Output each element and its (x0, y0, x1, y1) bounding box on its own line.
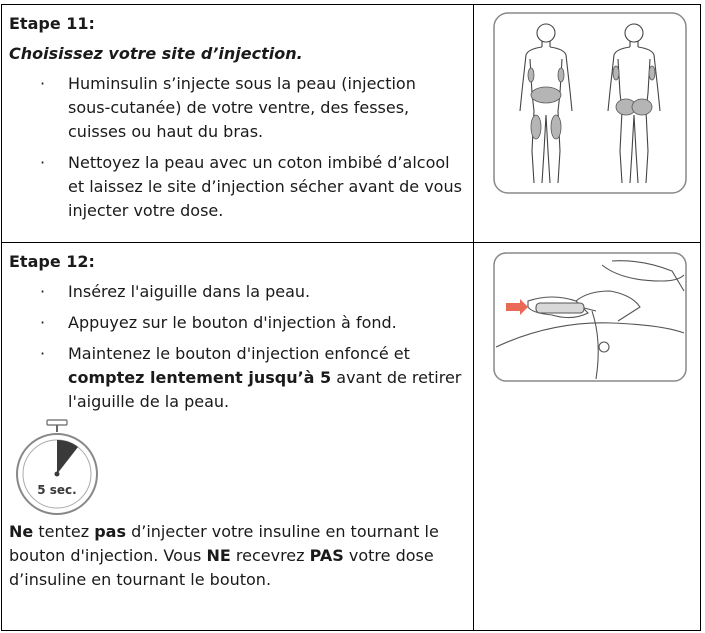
bullet-icon: · (40, 344, 46, 363)
instructions-table (1, 4, 701, 631)
warning-part: d’injecter votre insuline en tournant le bouton d'injection. Vous (9, 522, 439, 565)
warning-part: PAS (309, 546, 344, 565)
list-item (2, 72, 473, 144)
bullet-text-post: avant de retirer l'aiguille de la peau. (68, 368, 462, 411)
pen-injection-abdomen-illustration (492, 251, 688, 383)
step-11-text (2, 5, 474, 243)
step-12-title: Etape 12: (9, 252, 95, 271)
bullet-icon: · (40, 313, 46, 332)
list-item (2, 342, 473, 414)
warning-part: Ne (9, 522, 34, 541)
warning-part: recevrez (230, 546, 310, 565)
list-item (2, 311, 473, 335)
step-12-image-cell (474, 243, 701, 631)
warning-part: votre dose d’insuline en tournant le bouton. (9, 546, 434, 589)
body-injection-sites-illustration (492, 11, 688, 195)
stopwatch-icon (8, 418, 106, 516)
timer-label: 5 sec. (37, 483, 77, 497)
step-12-row (2, 243, 701, 631)
step-11-image-cell (474, 5, 701, 243)
bullet-text-bold: comptez lentement jusqu’à 5 (68, 368, 332, 387)
step-11-bullets (2, 72, 473, 223)
bullet-icon: · (40, 74, 46, 93)
bullet-icon: · (40, 282, 46, 301)
list-item (2, 280, 473, 304)
bullet-text: Huminsulin s’injecte sous la peau (injection sous-cutanée) de votre ventre, des fesses, cuisses ou haut du bras. (68, 74, 416, 141)
bullet-text: Nettoyez la peau avec un coton imbibé d’alcool et laissez le site d’injection sécher avant de vous injecter votre dose. (68, 153, 462, 220)
step-12-bullets (2, 280, 473, 414)
step-12-text (2, 243, 474, 631)
warning-part: pas (94, 522, 126, 541)
bullet-text: Appuyez sur le bouton d'injection à fond. (68, 313, 397, 332)
step-11-row (2, 5, 701, 243)
warning-text (9, 520, 465, 592)
warning-part: NE (206, 546, 231, 565)
list-item (2, 151, 473, 223)
step-11-subtitle: Choisissez votre site d’injection. (9, 44, 303, 63)
bullet-icon: · (40, 153, 46, 172)
bullet-text-pre: Maintenez le bouton d'injection enfoncé et (68, 344, 410, 363)
warning-part: tentez (33, 522, 95, 541)
bullet-text: Insérez l'aiguille dans la peau. (68, 282, 311, 301)
step-11-title: Etape 11: (9, 14, 95, 33)
